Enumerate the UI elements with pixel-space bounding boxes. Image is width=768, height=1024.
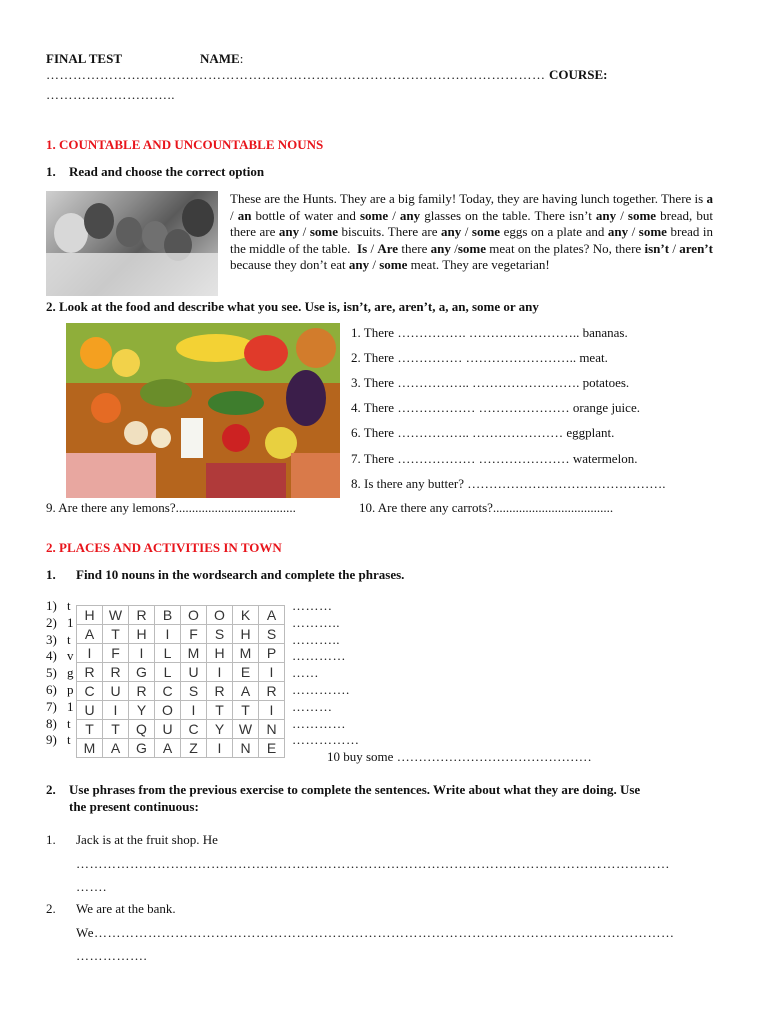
wordsearch-cell[interactable]: U bbox=[181, 663, 207, 682]
wordsearch-cell[interactable]: O bbox=[181, 606, 207, 625]
wordsearch-cell[interactable]: I bbox=[181, 701, 207, 720]
wordsearch-cell[interactable]: L bbox=[155, 644, 181, 663]
section-2-exercise-2-title-line2: the present continuous: bbox=[69, 799, 199, 814]
phrase-8-start: t bbox=[67, 715, 71, 731]
exercise-1-number: 1. bbox=[46, 164, 56, 179]
wordsearch-cell[interactable]: R bbox=[259, 682, 285, 701]
food-question-9: 9. Are there any lemons?..................................... bbox=[46, 500, 296, 515]
wordsearch-row bbox=[77, 663, 285, 682]
phrase-1-answer-line[interactable]: ……… bbox=[292, 598, 333, 613]
exercise-1-paragraph: These are the Hunts. They are a big family! Today, they are having lunch together. There is a / an bottle of water and some / any glasses on the table. There isn’t any / some bread, but there are any / some biscuits. There are any / some eggs on a plate and any / some bread in the middle of the table. Is / Are there any /some meat on the plates? No, there isn’t / aren’t because they don’t eat any / some meat. They are vegetarian! bbox=[230, 191, 713, 272]
wordsearch-cell[interactable]: U bbox=[77, 701, 103, 720]
wordsearch-grid bbox=[76, 605, 285, 758]
wordsearch-cell[interactable]: L bbox=[155, 663, 181, 682]
phrase-10: 10 buy some ……………………………………… bbox=[327, 749, 592, 764]
food-question-10: 10. Are there any carrots?..................................... bbox=[359, 500, 614, 515]
wordsearch-cell[interactable]: W bbox=[233, 720, 259, 739]
phrase-2-start: 1 bbox=[67, 614, 74, 630]
phrase-4-answer-line[interactable]: ………… bbox=[292, 648, 346, 664]
phrase-8-number: 8) bbox=[46, 715, 57, 731]
wordsearch-cell[interactable]: R bbox=[207, 682, 233, 701]
wordsearch-cell[interactable]: I bbox=[103, 701, 129, 720]
exercise-1-title: Read and choose the correct option bbox=[69, 164, 265, 179]
wordsearch-cell[interactable]: H bbox=[129, 625, 155, 644]
sentence-2-text: We are at the bank. bbox=[76, 901, 176, 916]
phrase-9-answer-line[interactable]: …………… bbox=[292, 732, 360, 748]
wordsearch-row bbox=[77, 625, 285, 644]
section-1-title: 1. COUNTABLE AND UNCOUNTABLE NOUNS bbox=[46, 137, 324, 152]
wordsearch-cell[interactable]: A bbox=[155, 739, 181, 758]
wordsearch-cell[interactable]: N bbox=[259, 720, 285, 739]
food-question-8: 8. Is there any butter? ………………………………………. bbox=[351, 476, 666, 491]
wordsearch-cell[interactable]: T bbox=[233, 701, 259, 720]
phrase-9-start: t bbox=[67, 732, 71, 748]
phrase-4-start: v bbox=[67, 648, 74, 664]
wordsearch-row bbox=[77, 682, 285, 701]
phrase-6-number: 6) bbox=[46, 682, 57, 697]
phrase-7-answer-line[interactable]: ……… bbox=[292, 698, 333, 714]
name-input-line[interactable]: ………………………………………………………………………………………………… bbox=[46, 67, 546, 82]
wordsearch-cell[interactable]: M bbox=[77, 739, 103, 758]
food-photo-icon bbox=[66, 323, 340, 498]
exercise-2-title: 2. Look at the food and describe what you see. Use is, isn’t, are, aren’t, a, an, some or any bbox=[46, 299, 539, 314]
food-question-7: 7. There ……………… ………………… watermelon. bbox=[351, 451, 638, 466]
wordsearch-cell[interactable]: E bbox=[233, 663, 259, 682]
section-2-exercise-2-number: 2. bbox=[46, 782, 56, 797]
section-2-exercise-1-title: Find 10 nouns in the wordsearch and complete the phrases. bbox=[76, 567, 405, 582]
wordsearch-cell[interactable]: F bbox=[103, 644, 129, 663]
wordsearch-cell[interactable]: S bbox=[259, 625, 285, 644]
wordsearch-cell[interactable]: A bbox=[77, 625, 103, 644]
wordsearch-cell[interactable]: H bbox=[233, 625, 259, 644]
wordsearch-cell[interactable]: C bbox=[77, 682, 103, 701]
wordsearch-cell[interactable]: A bbox=[259, 606, 285, 625]
food-question-1: 1. There ……………. …………………….. bananas. bbox=[351, 325, 628, 340]
wordsearch-cell[interactable]: M bbox=[181, 644, 207, 663]
section-2-exercise-1-number: 1. bbox=[46, 567, 56, 582]
wordsearch-cell[interactable]: O bbox=[155, 701, 181, 720]
wordsearch-cell[interactable]: C bbox=[155, 682, 181, 701]
wordsearch-cell[interactable]: N bbox=[233, 739, 259, 758]
wordsearch-row bbox=[77, 739, 285, 758]
wordsearch-row bbox=[77, 701, 285, 720]
wordsearch-cell[interactable]: O bbox=[207, 606, 233, 625]
wordsearch-cell[interactable]: T bbox=[103, 625, 129, 644]
wordsearch-cell[interactable]: M bbox=[233, 644, 259, 663]
phrase-6-start: p bbox=[67, 682, 74, 697]
wordsearch-cell[interactable]: I bbox=[77, 644, 103, 663]
wordsearch-cell[interactable]: G bbox=[129, 663, 155, 682]
wordsearch-cell[interactable]: Q bbox=[129, 720, 155, 739]
wordsearch-cell[interactable]: W bbox=[103, 606, 129, 625]
wordsearch-cell[interactable]: H bbox=[77, 606, 103, 625]
wordsearch-cell[interactable]: H bbox=[207, 644, 233, 663]
wordsearch-cell[interactable]: R bbox=[103, 663, 129, 682]
phrase-8-answer-line[interactable]: ………… bbox=[292, 715, 346, 731]
wordsearch-row bbox=[77, 606, 285, 625]
name-label: NAME: bbox=[200, 51, 244, 66]
food-question-2: 2. There …………… …………………….. meat. bbox=[351, 350, 608, 365]
phrase-5-number: 5) bbox=[46, 665, 57, 681]
phrase-6-answer-line[interactable]: …………. bbox=[292, 682, 350, 697]
wordsearch-cell[interactable]: T bbox=[77, 720, 103, 739]
sentence-2-number: 2. bbox=[46, 901, 56, 916]
wordsearch-cell[interactable]: R bbox=[129, 606, 155, 625]
wordsearch-cell[interactable]: R bbox=[129, 682, 155, 701]
wordsearch-cell[interactable]: I bbox=[259, 663, 285, 682]
wordsearch-cell[interactable]: T bbox=[207, 701, 233, 720]
wordsearch-cell[interactable]: I bbox=[207, 739, 233, 758]
food-question-3: 3. There …………….. ……………………. potatoes. bbox=[351, 375, 630, 390]
sentence-1-number: 1. bbox=[46, 832, 56, 847]
wordsearch-cell[interactable]: R bbox=[77, 663, 103, 682]
section-2-title: 2. PLACES AND ACTIVITIES IN TOWN bbox=[46, 540, 282, 555]
phrase-3-start: t bbox=[67, 631, 71, 647]
wordsearch-cell[interactable]: P bbox=[259, 644, 285, 663]
wordsearch-cell[interactable]: A bbox=[103, 739, 129, 758]
sentence-1-answer-line[interactable]: …………………………………………………………………………………………………………………… bbox=[76, 856, 670, 871]
course-input-line[interactable]: ……………………….. bbox=[46, 87, 175, 102]
section-2-exercise-2-title-line1: Use phrases from the previous exercise to complete the sentences. Write about what they are doing. Use bbox=[69, 782, 641, 797]
wordsearch-cell[interactable]: Y bbox=[207, 720, 233, 739]
wordsearch-cell[interactable]: Z bbox=[181, 739, 207, 758]
wordsearch-cell[interactable]: C bbox=[181, 720, 207, 739]
wordsearch-cell[interactable]: F bbox=[181, 625, 207, 644]
wordsearch-cell[interactable]: S bbox=[207, 625, 233, 644]
phrase-5-answer-line[interactable]: …… bbox=[292, 665, 319, 681]
wordsearch-cell[interactable]: I bbox=[259, 701, 285, 720]
wordsearch-row bbox=[77, 644, 285, 663]
wordsearch-cell[interactable]: T bbox=[103, 720, 129, 739]
phrase-7-start: 1 bbox=[67, 698, 74, 714]
phrase-5-start: g bbox=[67, 665, 74, 681]
wordsearch-cell[interactable]: U bbox=[103, 682, 129, 701]
phrase-1-number: 1) bbox=[46, 598, 57, 613]
phrase-3-number: 3) bbox=[46, 631, 57, 647]
food-question-6: 6. There …………….. ………………… eggplant. bbox=[351, 425, 615, 440]
phrase-7-number: 7) bbox=[46, 698, 57, 714]
wordsearch-cell[interactable]: U bbox=[155, 720, 181, 739]
wordsearch-cell[interactable]: I bbox=[129, 644, 155, 663]
course-label: COURSE: bbox=[549, 67, 608, 82]
wordsearch-cell[interactable]: Y bbox=[129, 701, 155, 720]
wordsearch-cell[interactable]: S bbox=[181, 682, 207, 701]
sentence-2-answer-line[interactable]: We………………………………………………………………………………………………………………… bbox=[76, 925, 675, 940]
family-photo-icon bbox=[46, 191, 218, 296]
sentence-1-text: Jack is at the fruit shop. He bbox=[76, 832, 218, 847]
wordsearch-cell[interactable]: I bbox=[155, 625, 181, 644]
sentence-1-answer-line-2[interactable]: ……. bbox=[76, 879, 107, 894]
wordsearch-cell[interactable]: I bbox=[207, 663, 233, 682]
sentence-2-answer-line-2[interactable]: ……………. bbox=[76, 948, 148, 963]
phrase-2-number: 2) bbox=[46, 614, 57, 630]
wordsearch-cell[interactable]: E bbox=[259, 739, 285, 758]
phrase-2-answer-line[interactable]: ……….. bbox=[292, 614, 340, 630]
food-question-4: 4. There ……………… ………………… orange juice. bbox=[351, 400, 640, 415]
wordsearch-cell[interactable]: K bbox=[233, 606, 259, 625]
phrase-9-number: 9) bbox=[46, 732, 57, 748]
wordsearch-cell[interactable]: B bbox=[155, 606, 181, 625]
phrase-4-number: 4) bbox=[46, 648, 57, 664]
wordsearch-cell[interactable]: G bbox=[129, 739, 155, 758]
wordsearch-cell[interactable]: A bbox=[233, 682, 259, 701]
wordsearch-row bbox=[77, 720, 285, 739]
phrase-1-start: t bbox=[67, 598, 71, 613]
final-test-label: FINAL TEST bbox=[46, 51, 122, 66]
phrase-3-answer-line[interactable]: ……….. bbox=[292, 631, 340, 647]
